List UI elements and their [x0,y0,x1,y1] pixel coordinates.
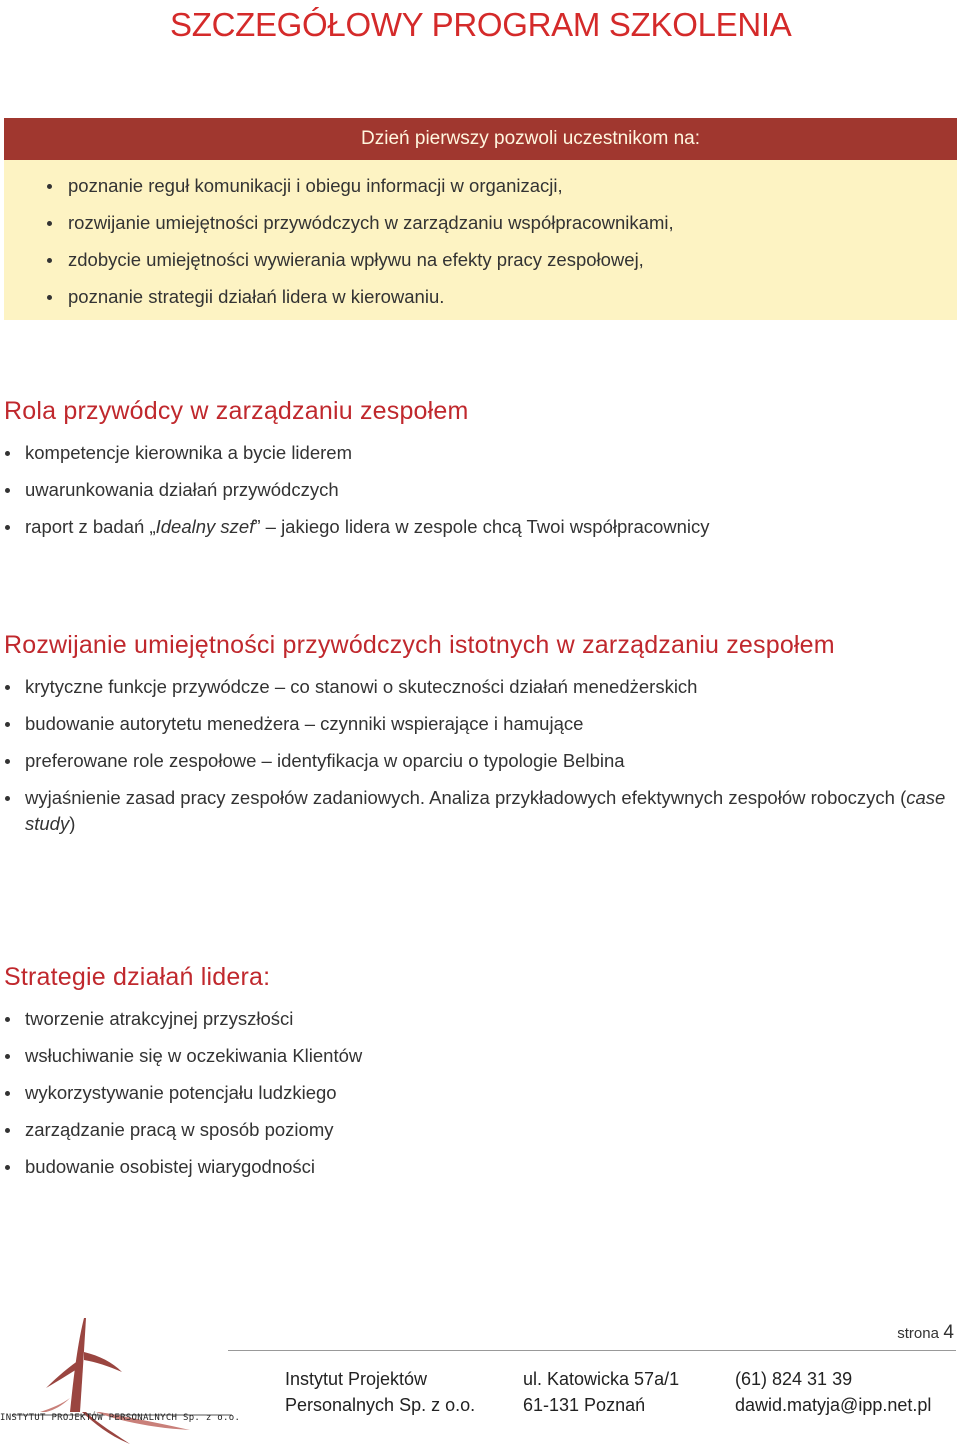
intro-list [4,174,674,322]
intro-header: Dzień pierwszy pozwoli uczestnikom na: [4,118,957,160]
list-item: wykorzystywanie potencjału ludzkiego [4,1080,949,1106]
email-address: dawid.matyja@ipp.net.pl [735,1395,932,1415]
list-item: kompetencje kierownika a bycie liderem [4,440,949,466]
list-item: poznanie reguł komunikacji i obiegu informacji w organizacji, [4,174,674,211]
list-item: wyjaśnienie zasad pracy zespołów zadaniowych. Analiza przykładowych efektywnych zespołów roboczych (case study) [4,785,949,837]
section-list [4,440,949,540]
page-number: strona 4 [897,1322,954,1343]
section-leadership-skills [4,628,949,848]
list-item: uwarunkowania działań przywódczych [4,477,949,503]
company-logo-icon [0,1312,240,1447]
list-item: tworzenie atrakcyjnej przyszłości [4,1006,949,1032]
section-heading: Strategie działań lidera: [4,963,271,991]
footer-company: Instytut Projektów Personalnych Sp. z o.o. [285,1369,476,1415]
list-item: preferowane role zespołowe – identyfikacja w oparciu o typologie Belbina [4,748,949,774]
list-item: zarządzanie pracą w sposób poziomy [4,1117,949,1143]
phone-number: (61) 824 31 39 [735,1369,853,1389]
list-item: raport z badań „Idealny szef” – jakiego lidera w zespole chcą Twoi współpracownicy [4,514,949,540]
emphasis-text: Idealny szef [155,516,255,537]
section-heading: Rola przywódcy w zarządzaniu zespołem [4,397,469,425]
list-item: budowanie autorytetu menedżera – czynniki wspierające i hamujące [4,711,949,737]
list-item: rozwijanie umiejętności przywódczych w zarządzaniu współpracownikami, [4,211,674,248]
list-item: zdobycie umiejętności wywierania wpływu na efekty pracy zespołowej, [4,248,674,285]
emphasis-text: case study [25,787,946,834]
section-list [4,674,949,837]
section-leader-role [4,394,949,551]
list-item: wsłuchiwanie się w oczekiwania Klientów [4,1043,949,1069]
footer-divider [228,1350,956,1351]
section-list [4,1006,949,1180]
intro-box [4,118,957,320]
section-leader-strategies [4,960,949,1191]
page-title: SZCZEGÓŁOWY PROGRAM SZKOLENIA [170,6,792,43]
list-item: poznanie strategii działań lidera w kierowaniu. [4,285,674,322]
logo-text: INSTYTUT PROJEKTÓW PERSONALNYCH Sp. z o.o. [0,1413,241,1423]
list-item: krytyczne funkcje przywódcze – co stanowi o skuteczności działań menedżerskich [4,674,949,700]
footer-contact [735,1366,931,1418]
footer-address: ul. Katowicka 57a/1 61-131 Poznań [523,1369,680,1415]
list-item: budowanie osobistej wiarygodności [4,1154,949,1180]
section-heading: Rozwijanie umiejętności przywódczych istotnych w zarządzaniu zespołem [4,631,835,659]
